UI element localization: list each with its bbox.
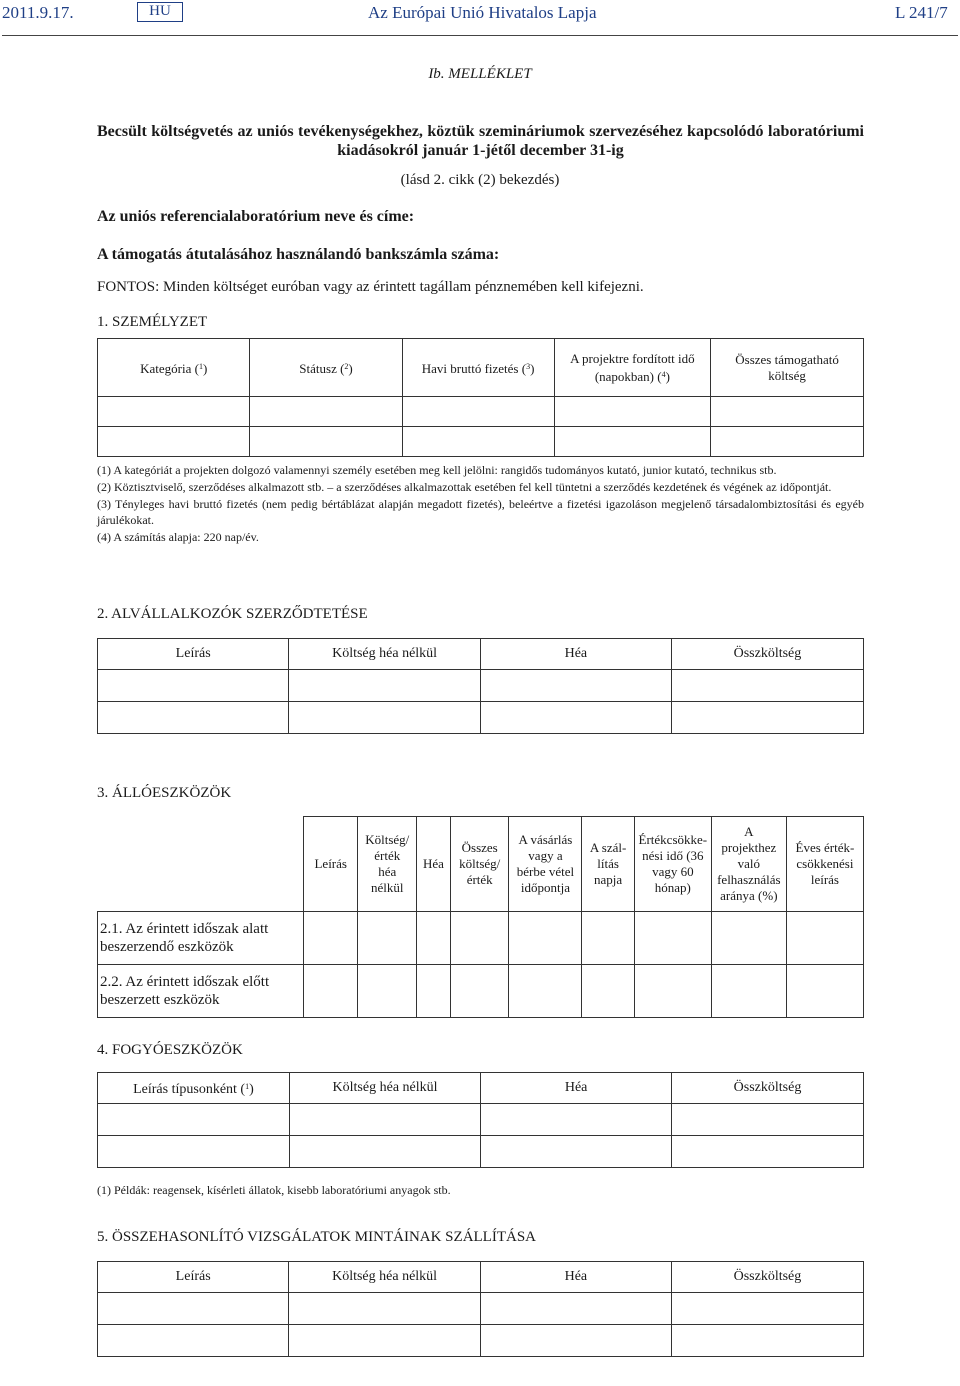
trans-col-vat: Héa [480,1262,671,1293]
sub-cell[interactable] [671,702,863,734]
language-badge: HU [137,2,183,22]
asset-row-label-2: 2.2. Az érintett időszak előtt beszerzett eszközök [98,965,304,1018]
asset-col-cost: Költség/ érték héa nélkül [358,817,417,912]
header-divider [2,35,958,36]
trans-cell[interactable] [480,1325,671,1357]
asset-cell[interactable] [634,965,711,1018]
sub-col-cost: Költség héa nélkül [289,639,481,670]
cons-col-total: Összköltség [672,1073,864,1104]
cons-cell[interactable] [289,1136,480,1168]
fixed-assets-table [97,816,864,1018]
sub-cell[interactable] [98,670,289,702]
sub-cell[interactable] [671,670,863,702]
asset-cell[interactable] [711,912,786,965]
section4-footnote: (1) Példák: reagensek, kísérleti állatok, kisebb laboratóriumi anyagok stb. [97,1183,451,1197]
sub-cell[interactable] [480,702,671,734]
sub-col-vat: Héa [480,639,671,670]
cons-cell[interactable] [289,1104,480,1136]
sub-cell[interactable] [289,670,481,702]
staff-cell[interactable] [402,427,554,457]
trans-col-description: Leírás [98,1262,289,1293]
asset-row-label-1: 2.1. Az érintett időszak alatt beszerzendő eszközök [98,912,304,965]
trans-col-cost: Költség héa nélkül [289,1262,481,1293]
consumables-table [97,1072,864,1168]
trans-col-total: Összköltség [671,1262,863,1293]
important-note: FONTOS: Minden költséget euróban vagy az érintett tagállam pénznemében kell kifejezni. [97,279,644,295]
section2-heading: 2. ALVÁLLALKOZÓK SZERZŐDTETÉSE [97,606,368,622]
asset-cell[interactable] [634,912,711,965]
asset-cell[interactable] [304,912,358,965]
staff-col-salary: Havi bruttó fizetés ($^3$) [402,339,554,397]
asset-cell[interactable] [417,912,451,965]
sub-col-description: Leírás [98,639,289,670]
asset-col-purchase-date: A vásárlás vagy a bérbe vétel időpontja [509,817,582,912]
cons-col-cost: Költség héa nélkül [289,1073,480,1104]
asset-cell[interactable] [786,912,863,965]
page-reference: L 241/7 [895,3,948,22]
asset-cell[interactable] [711,965,786,1018]
asset-cell[interactable] [582,912,634,965]
sub-col-total: Összköltség [671,639,863,670]
trans-cell[interactable] [289,1293,481,1325]
footnote-1: (1) A kategóriát a projekten dolgozó valamennyi személy esetében meg kell jelölni: rangidős tudományos kutató, junior kutató, technikus stb. [97,463,777,477]
footnote-4: (4) A számítás alapja: 220 nap/év. [97,530,259,544]
section1-footnotes [97,462,864,546]
footnote-3: (3) Tényleges havi bruttó fizetés (nem pedig bértáblázat alapján megadott fizetés), beleértve a fizetési igazoláson megjelenő társadalombiztosítási és egyéb járulékokat. [97,497,864,527]
trans-cell[interactable] [671,1293,863,1325]
cons-cell[interactable] [672,1136,864,1168]
asset-cell[interactable] [509,912,582,965]
cons-cell[interactable] [481,1136,672,1168]
section4-heading: 4. FOGYÓESZKÖZÖK [97,1042,243,1058]
subcontract-table [97,638,864,734]
staff-cell[interactable] [711,427,864,457]
asset-cell[interactable] [786,965,863,1018]
staff-cell[interactable] [554,397,711,427]
annex-label: Ib. MELLÉKLET [428,66,532,82]
staff-cell[interactable] [402,397,554,427]
bank-account-label: A támogatás átutalásához használandó bankszámla száma: [97,246,500,263]
staff-cell[interactable] [98,427,250,457]
staff-col-total: Összes támogatható költség [711,339,864,397]
lab-name-label: Az uniós referencialaboratórium neve és címe: [97,208,415,225]
asset-col-usage-ratio: A projekthez való felhasználás aránya (%) [711,817,786,912]
trans-cell[interactable] [480,1293,671,1325]
staff-table [97,338,864,457]
section3-heading: 3. ÁLLÓESZKÖZÖK [97,785,232,801]
section5-heading: 5. ÖSSZEHASONLÍTÓ VIZSGÁLATOK MINTÁINAK SZÁLLÍTÁSA [97,1229,537,1245]
cons-cell[interactable] [481,1104,672,1136]
asset-cell[interactable] [304,965,358,1018]
cons-cell[interactable] [98,1104,290,1136]
staff-col-days: A projektre fordított idő (napokban) ($^4$) [554,339,711,397]
sample-transport-table [97,1261,864,1357]
article-reference: (lásd 2. cikk (2) bekezdés) [400,172,560,188]
asset-cell[interactable] [450,965,509,1018]
cons-col-vat: Héa [481,1073,672,1104]
asset-col-description: Leírás [304,817,358,912]
asset-cell[interactable] [582,965,634,1018]
cons-cell[interactable] [98,1136,290,1168]
sub-cell[interactable] [480,670,671,702]
asset-cell[interactable] [358,912,417,965]
trans-cell[interactable] [289,1325,481,1357]
staff-col-category: Kategória ($^1$) [98,339,250,397]
staff-col-status: Státusz ($^2$) [250,339,402,397]
trans-cell[interactable] [671,1325,863,1357]
cons-col-description: Leírás típusonként ($^1$) [98,1073,290,1104]
staff-cell[interactable] [711,397,864,427]
asset-cell[interactable] [358,965,417,1018]
staff-cell[interactable] [554,427,711,457]
trans-cell[interactable] [98,1293,289,1325]
asset-col-delivery-date: A szál- lítás napja [582,817,634,912]
section1-heading: 1. SZEMÉLYZET [97,314,208,330]
asset-col-total: Összes költség/ érték [450,817,509,912]
cons-cell[interactable] [672,1104,864,1136]
staff-cell[interactable] [250,427,402,457]
sub-cell[interactable] [289,702,481,734]
asset-col-annual-depreciation: Éves érték- csökkenési leírás [786,817,863,912]
journal-title: Az Európai Unió Hivatalos Lapja [368,3,597,22]
staff-cell[interactable] [250,397,402,427]
header-date: 2011.9.17. [2,3,74,22]
asset-cell[interactable] [509,965,582,1018]
trans-cell[interactable] [98,1325,289,1357]
asset-cell[interactable] [450,912,509,965]
asset-col-vat: Héa [417,817,451,912]
footnote-2: (2) Köztisztviselő, szerződéses alkalmazott stb. – a szerződéses alkalmazottak esetében fel kell tüntetni a szerződés kezdetének és végének az időpontját. [97,480,832,494]
asset-col-depreciation-period: Értékcsökke- nési idő (36 vagy 60 hónap) [634,817,711,912]
document-title: Becsült költségvetés az uniós tevékenységekhez, köztük szemináriumok szervezéséhez kapcsolódó laboratóriumi kiadásokról január 1-jétől december 31-ig [97,123,864,159]
sub-cell[interactable] [98,702,289,734]
asset-cell[interactable] [417,965,451,1018]
staff-cell[interactable] [98,397,250,427]
